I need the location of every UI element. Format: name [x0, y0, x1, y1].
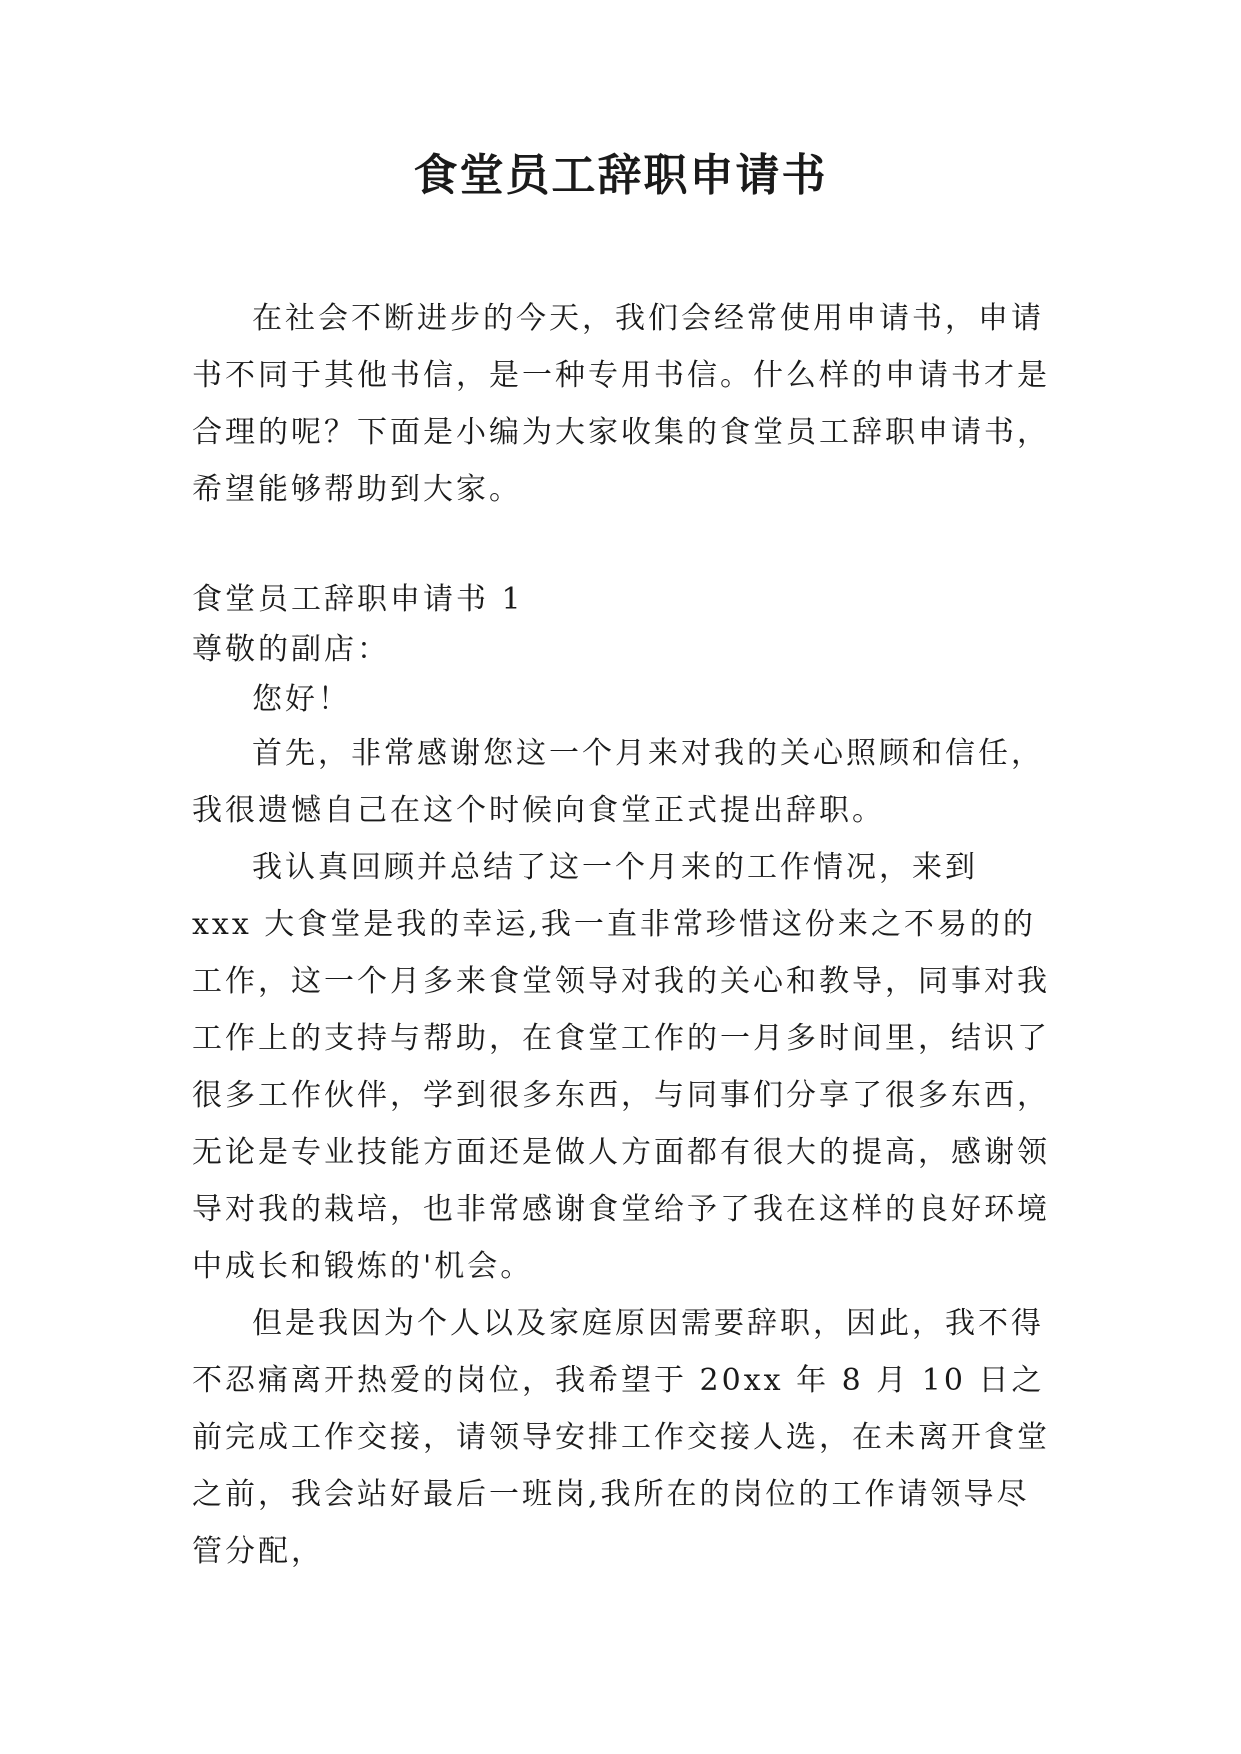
letter-heading: 食堂员工辞职申请书 1 [192, 582, 524, 617]
document-title: 食堂员工辞职申请书 [413, 150, 828, 201]
salutation: 尊敬的副店： [192, 632, 390, 667]
intro-paragraph: 在社会不断进步的今天，我们会经常使用申请书，申请书不同于其他书信，是一种专用书信。什么样的申请书才是合理的呢？下面是小编为大家收集的食堂员工辞职申请书，希望能够帮助到大家。 [192, 301, 1050, 507]
body-paragraph-1: 首先，非常感谢您这一个月来对我的关心照顾和信任，我很遗憾自己在这个时候向食堂正式提出辞职。 [192, 736, 1044, 828]
greeting: 您好！ [252, 682, 351, 717]
body-paragraph-3: 但是我因为个人以及家庭原因需要辞职，因此，我不得不忍痛离开热爱的岗位，我希望于 20xx 年 8 月 10 日之前完成工作交接，请领导安排工作交接人选，在未离开食堂之前，我会站好最后一班岗,我所在的岗位的工作请领导尽管分配， [192, 1306, 1050, 1569]
document-body [192, 290, 1050, 1580]
body-paragraph-2: 我认真回顾并总结了这一个月来的工作情况，来到 xxx 大食堂是我的幸运,我一直非常珍惜这份来之不易的的工作，这一个月多来食堂领导对我的关心和教导，同事对我工作上的支持与帮助，在食堂工作的一月多时间里，结识了很多工作伙伴，学到很多东西，与同事们分享了很多东西，无论是专业技能方面还是做人方面都有很大的提高，感谢领导对我的栽培，也非常感谢食堂给予了我在这样的良好环境中成长和锻炼的'机会。 [192, 850, 1050, 1284]
